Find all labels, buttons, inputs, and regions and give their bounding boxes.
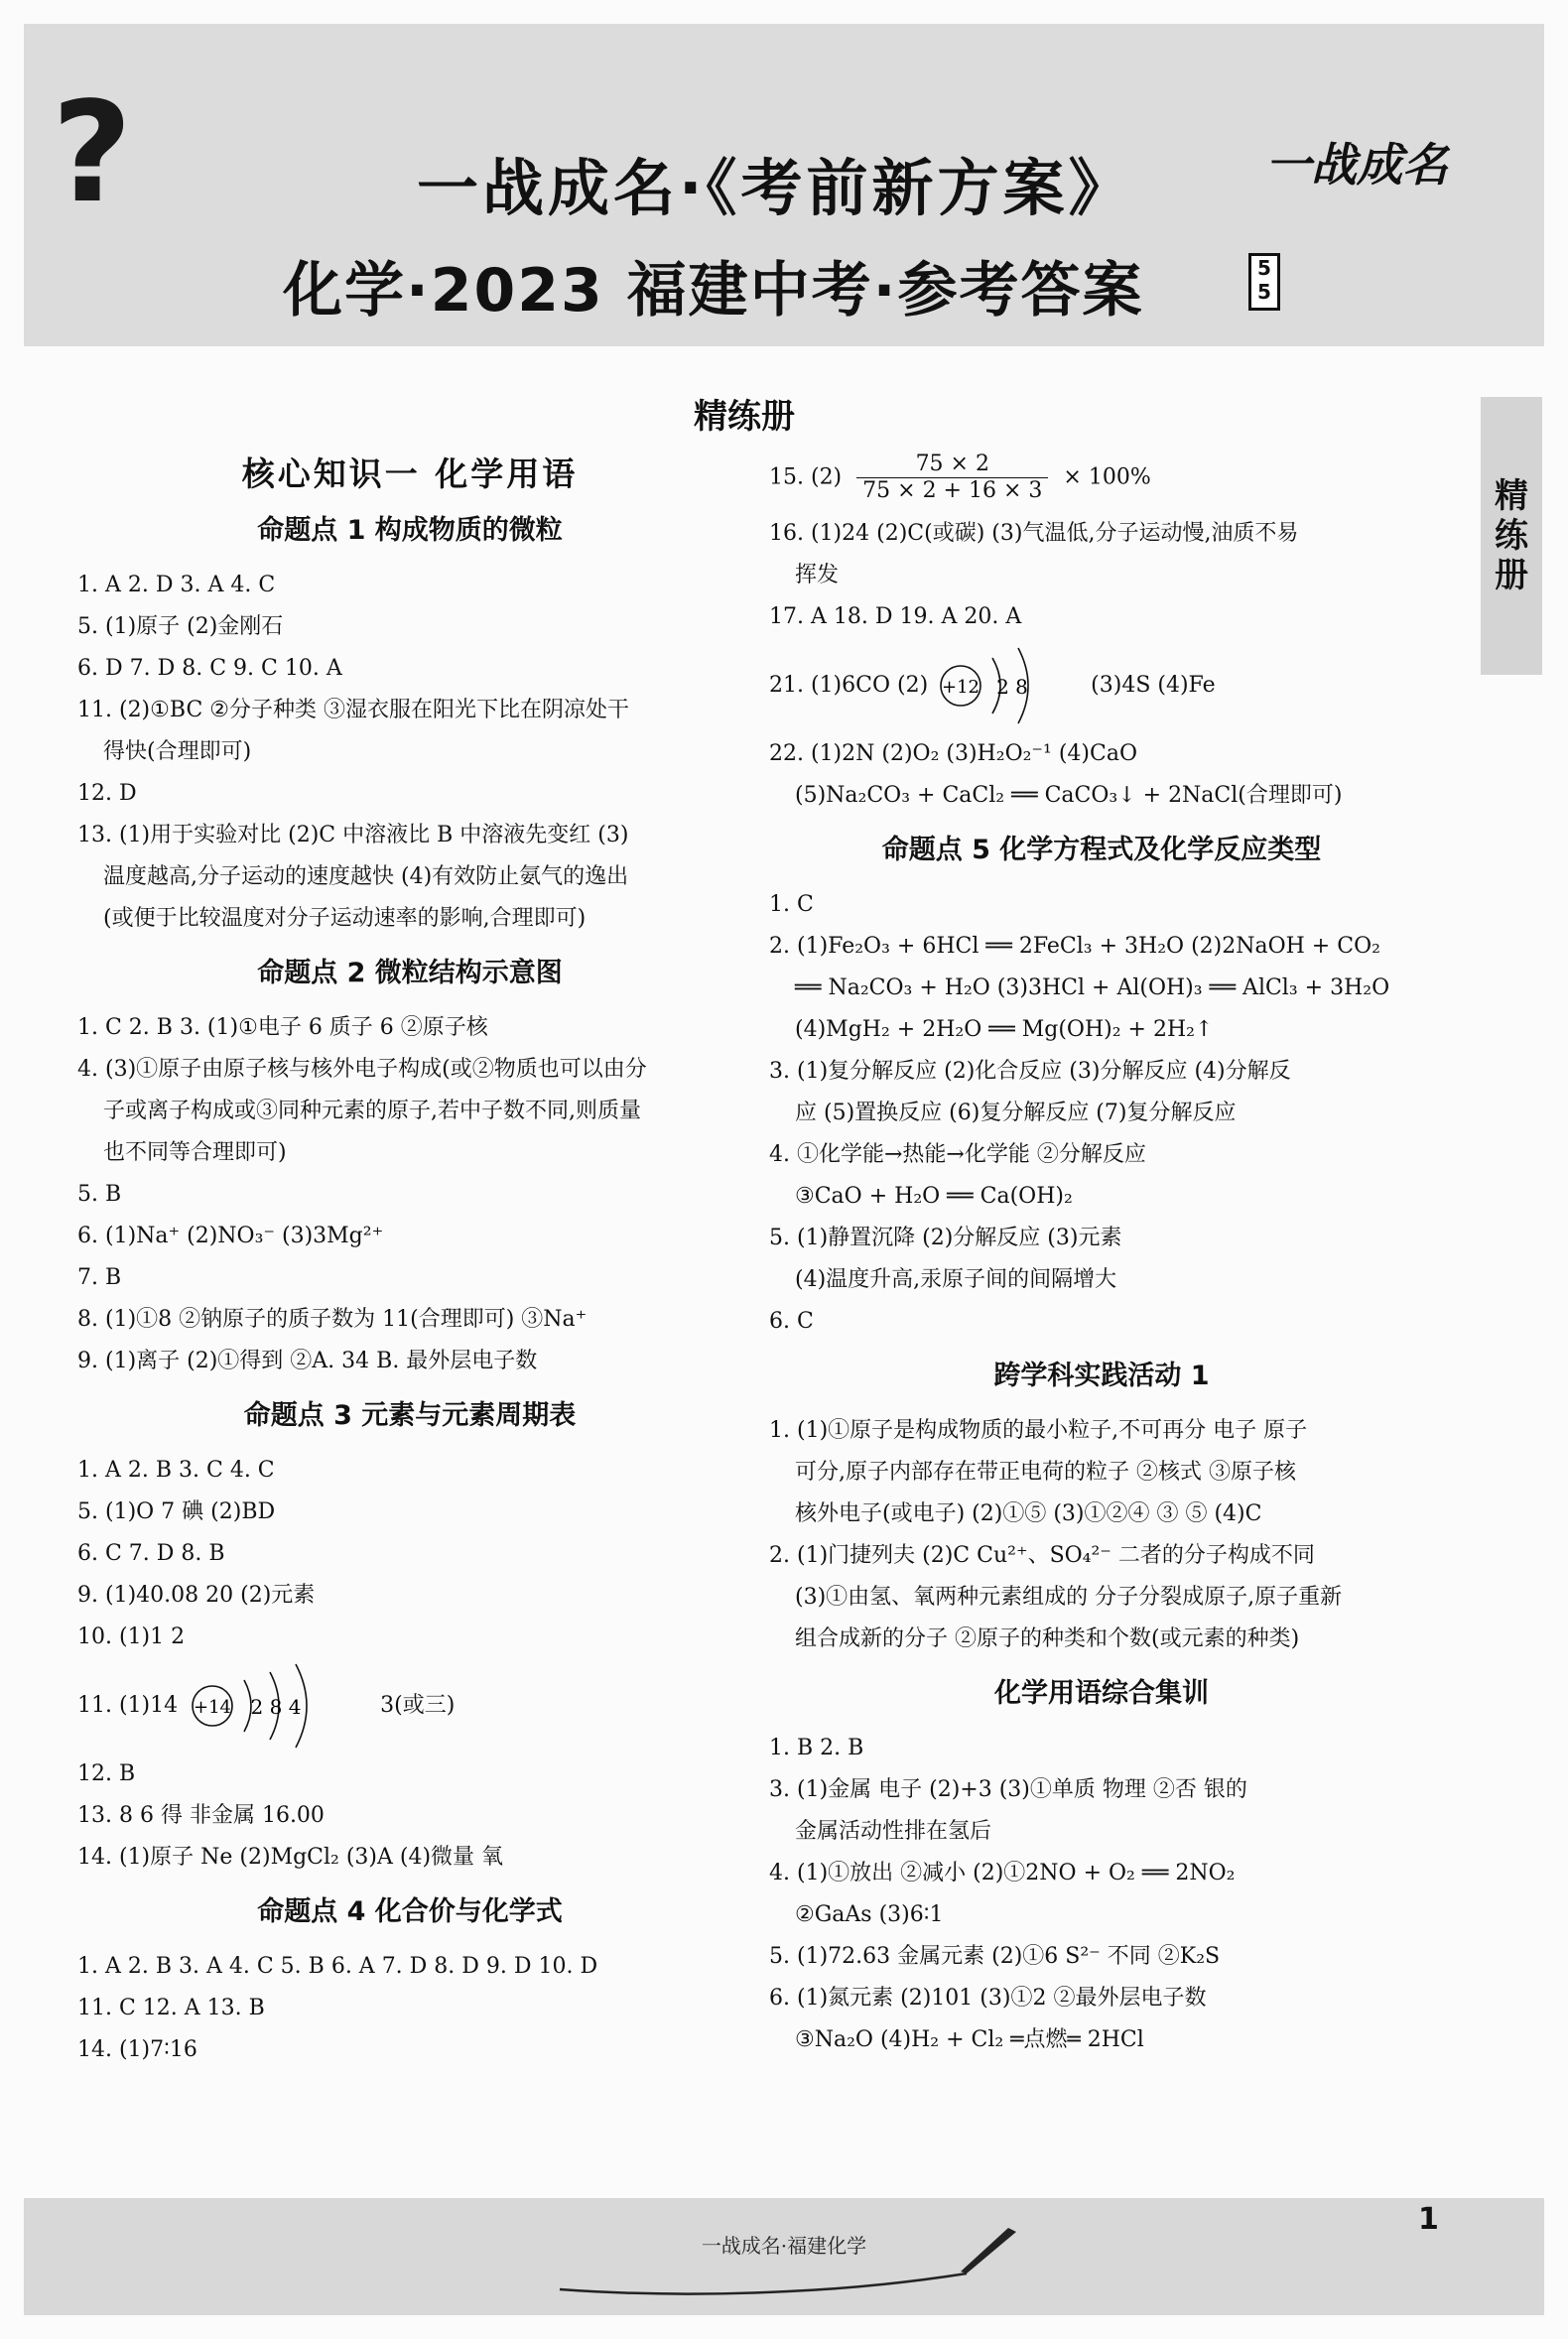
topic-5-answers bbox=[769, 884, 1434, 1343]
right-answers-b bbox=[769, 733, 1434, 817]
shell-electrons: 2 8 4 bbox=[250, 1695, 302, 1719]
answer-line: 1. A 2. B 3. A 4. C 5. B 6. A 7. D 8. D 9. D 10. D bbox=[77, 1954, 598, 1979]
chapter-heading: 核心知识一 化学用语 bbox=[241, 455, 579, 493]
answer-line: 17. A 18. D 19. A 20. A bbox=[769, 604, 1022, 629]
answer-line: ②GaAs (3)6∶1 bbox=[795, 1902, 944, 1927]
answer-text: 3(或三) bbox=[380, 1693, 456, 1718]
answer-line: (4)MgH₂ + 2H₂O ══ Mg(OH)₂ + 2H₂↑ bbox=[795, 1017, 1214, 1042]
answer-line: 13. (1)用于实验对比 (2)C 中溶液比 B 中溶液先变红 (3) bbox=[77, 823, 629, 847]
section-title: 精练册 bbox=[694, 397, 795, 437]
answer-line: 7. B bbox=[77, 1265, 122, 1290]
answer-line: 1. A 2. D 3. A 4. C bbox=[77, 573, 276, 597]
answer-line: 4. (3)①原子由原子核与核外电子构成(或②物质也可以由分 bbox=[77, 1057, 647, 1082]
answer-line: ③Na₂O (4)H₂ + Cl₂ ═点燃═ 2HCl bbox=[795, 2027, 1144, 2052]
answer-line: 3. (1)金属 电子 (2)+3 (3)①单质 物理 ②否 银的 bbox=[769, 1777, 1247, 1802]
answer-text: 15. (2) bbox=[769, 464, 843, 490]
topic-2-answers bbox=[77, 1007, 742, 1382]
page-footer bbox=[24, 2198, 1544, 2315]
answer-line: 1. B 2. B bbox=[769, 1736, 864, 1760]
answer-line: 9. (1)离子 (2)①得到 ②A. 34 B. 最外层电子数 bbox=[77, 1349, 538, 1373]
answer-line: 子或离子构成或③同种元素的原子,若中子数不同,则质量 bbox=[103, 1099, 641, 1123]
answer-line: 1. A 2. B 3. C 4. C bbox=[77, 1458, 275, 1483]
right-answers-a bbox=[769, 513, 1434, 638]
answer-line: 温度越高,分子运动的速度越快 (4)有效防止氨气的逸出 bbox=[103, 864, 629, 889]
answer-line: ══ Na₂CO₃ + H₂O (3)3HCl + Al(OH)₃ ══ AlCl₃ + 3H₂O bbox=[795, 975, 1390, 1000]
answer-line: 核外电子(或电子) (2)①⑤ (3)①②④ ③ ⑤ (4)C bbox=[795, 1501, 1262, 1526]
answer-line: 2. (1)Fe₂O₃ + 6HCl ══ 2FeCl₃ + 3H₂O (2)2NaOH + CO₂ bbox=[769, 934, 1380, 959]
answer-line: 2. (1)门捷列夫 (2)C Cu²⁺、SO₄²⁻ 二者的分子构成不同 bbox=[769, 1543, 1315, 1568]
answer-line: 16. (1)24 (2)C(或碳) (3)气温低,分子运动慢,油质不易 bbox=[769, 521, 1299, 546]
answer-line bbox=[77, 1658, 742, 1754]
topic-heading-6: 跨学科实践活动 1 bbox=[993, 1361, 1210, 1391]
answer-text: 11. (1)14 bbox=[77, 1693, 179, 1718]
answer-text: (3)4S (4)Fe bbox=[1091, 673, 1216, 698]
side-tab-char: 精 bbox=[1495, 476, 1528, 516]
answer-line: 6. (1)氮元素 (2)101 (3)①2 ②最外层电子数 bbox=[769, 1986, 1207, 2011]
answer-text: × 100% bbox=[1063, 464, 1151, 490]
answer-line: 组合成新的分子 ②原子的种类和个数(或元素的种类) bbox=[795, 1626, 1300, 1651]
topic-1-answers bbox=[77, 565, 742, 940]
brand-logo: 一战成名 bbox=[1265, 138, 1448, 192]
topic-heading-5: 命题点 5 化学方程式及化学反应类型 bbox=[881, 835, 1322, 865]
right-column bbox=[769, 452, 1434, 2061]
answer-line: 14. (1)原子 Ne (2)MgCl₂ (3)A (4)微量 氧 bbox=[77, 1845, 504, 1870]
answer-line: (或便于比较温度对分子运动速率的影响,合理即可) bbox=[103, 906, 587, 931]
side-tab bbox=[1481, 397, 1542, 675]
answer-line: 8. (1)①8 ②钠原子的质子数为 11(合理即可) ③Na⁺ bbox=[77, 1307, 588, 1332]
answer-line: 5. (1)原子 (2)金刚石 bbox=[77, 614, 284, 639]
answer-line: 挥发 bbox=[795, 563, 840, 587]
topic-heading-4: 命题点 4 化合价与化学式 bbox=[257, 1896, 563, 1927]
atom-structure-diagram bbox=[935, 638, 1084, 733]
nucleus-charge: +12 bbox=[942, 677, 980, 698]
book-title: 一战成名·《考前新方案》 bbox=[417, 152, 1134, 224]
fraction-denominator: 75 × 2 + 16 × 3 bbox=[862, 478, 1043, 503]
answer-line: 13. 8 6 得 非金属 16.00 bbox=[77, 1803, 325, 1828]
answer-line: 11. (2)①BC ②分子种类 ③湿衣服在阳光下比在阴凉处干 bbox=[77, 698, 629, 722]
side-tab-char: 练 bbox=[1495, 516, 1528, 556]
answer-line: 金属活动性排在氢后 bbox=[795, 1819, 992, 1844]
topic-heading-1: 命题点 1 构成物质的微粒 bbox=[257, 515, 563, 546]
topic-heading-7: 化学用语综合集训 bbox=[994, 1678, 1209, 1709]
answer-line: 6. C 7. D 8. B bbox=[77, 1541, 225, 1566]
topic-3-answers bbox=[77, 1450, 742, 1658]
question-mark-icon: ? bbox=[52, 72, 133, 234]
shell-electrons: 2 8 bbox=[996, 675, 1029, 699]
answer-line: ③CaO + H₂O ══ Ca(OH)₂ bbox=[795, 1184, 1073, 1209]
topic-3-answers-cont bbox=[77, 1754, 742, 1879]
page-title: 化学·2023 福建中考·参考答案 bbox=[283, 256, 1144, 325]
fraction bbox=[856, 452, 1048, 504]
answer-line: 1. C bbox=[769, 892, 814, 917]
answer-line: (3)①由氢、氧两种元素组成的 分子分裂成原子,原子重新 bbox=[795, 1585, 1343, 1610]
answer-line: 应 (5)置换反应 (6)复分解反应 (7)复分解反应 bbox=[795, 1101, 1237, 1125]
answer-line bbox=[769, 638, 1434, 733]
answer-line: 10. (1)1 2 bbox=[77, 1624, 186, 1649]
answer-line: 5. (1)72.63 金属元素 (2)①6 S²⁻ 不同 ②K₂S bbox=[769, 1944, 1221, 1969]
answer-line: 得快(合理即可) bbox=[103, 739, 252, 764]
answer-line: (4)温度升高,汞原子间的间隔增大 bbox=[795, 1267, 1117, 1292]
fraction-numerator: 75 × 2 bbox=[856, 452, 1048, 478]
topic-4-answers bbox=[77, 1946, 742, 2071]
answer-line: 也不同等合理即可) bbox=[103, 1140, 287, 1165]
answer-line: 9. (1)40.08 20 (2)元素 bbox=[77, 1583, 316, 1608]
footer-text: 一战成名·福建化学 bbox=[701, 2234, 867, 2258]
topic-6-answers bbox=[769, 1410, 1434, 1660]
topic-heading-3: 命题点 3 元素与元素周期表 bbox=[243, 1400, 577, 1431]
topic-7-answers bbox=[769, 1728, 1434, 2061]
answer-line: 12. D bbox=[77, 781, 137, 806]
page-number: 1 bbox=[1418, 2202, 1439, 2237]
answer-line: 4. ①化学能→热能→化学能 ②分解反应 bbox=[769, 1142, 1146, 1167]
answer-line: 6. (1)Na⁺ (2)NO₃⁻ (3)3Mg²⁺ bbox=[77, 1224, 384, 1248]
answer-line: 6. D 7. D 8. C 9. C 10. A bbox=[77, 656, 342, 681]
answer-line: 4. (1)①放出 ②减小 (2)①2NO + O₂ ══ 2NO₂ bbox=[769, 1861, 1236, 1885]
answer-line: 可分,原子内部存在带正电荷的粒子 ②核式 ③原子核 bbox=[795, 1460, 1296, 1485]
answer-line: 1. (1)①原子是构成物质的最小粒子,不可再分 电子 原子 bbox=[769, 1418, 1308, 1443]
answer-line: 12. B bbox=[77, 1761, 136, 1786]
nucleus-charge: +14 bbox=[194, 1697, 232, 1718]
answer-line: 6. C bbox=[769, 1309, 814, 1334]
answer-line: 5. (1)O 7 碘 (2)BD bbox=[77, 1499, 276, 1524]
atom-structure-diagram bbox=[185, 1658, 373, 1754]
side-tab-char: 册 bbox=[1495, 556, 1528, 595]
answer-line: 14. (1)7∶16 bbox=[77, 2037, 197, 2062]
answer-line: 5. B bbox=[77, 1182, 122, 1207]
answer-text: 21. (1)6CO (2) bbox=[769, 673, 929, 698]
left-column bbox=[77, 452, 742, 2071]
answer-line: (5)Na₂CO₃ + CaCl₂ ══ CaCO₃↓ + 2NaCl(合理即可) bbox=[795, 783, 1343, 808]
answer-line: 22. (1)2N (2)O₂ (3)H₂O₂⁻¹ (4)CaO bbox=[769, 741, 1137, 766]
answer-line bbox=[769, 452, 1434, 513]
topic-heading-2: 命题点 2 微粒结构示意图 bbox=[257, 958, 563, 988]
answer-line: 11. C 12. A 13. B bbox=[77, 1996, 265, 2020]
pen-stroke-icon bbox=[550, 2228, 1026, 2307]
answer-line: 5. (1)静置沉降 (2)分解反应 (3)元素 bbox=[769, 1226, 1122, 1250]
answer-line: 1. C 2. B 3. (1)①电子 6 质子 6 ②原子核 bbox=[77, 1015, 488, 1040]
answer-line: 3. (1)复分解反应 (2)化合反应 (3)分解反应 (4)分解反 bbox=[769, 1059, 1291, 1084]
edition-tag: 5 5 bbox=[1248, 253, 1280, 311]
